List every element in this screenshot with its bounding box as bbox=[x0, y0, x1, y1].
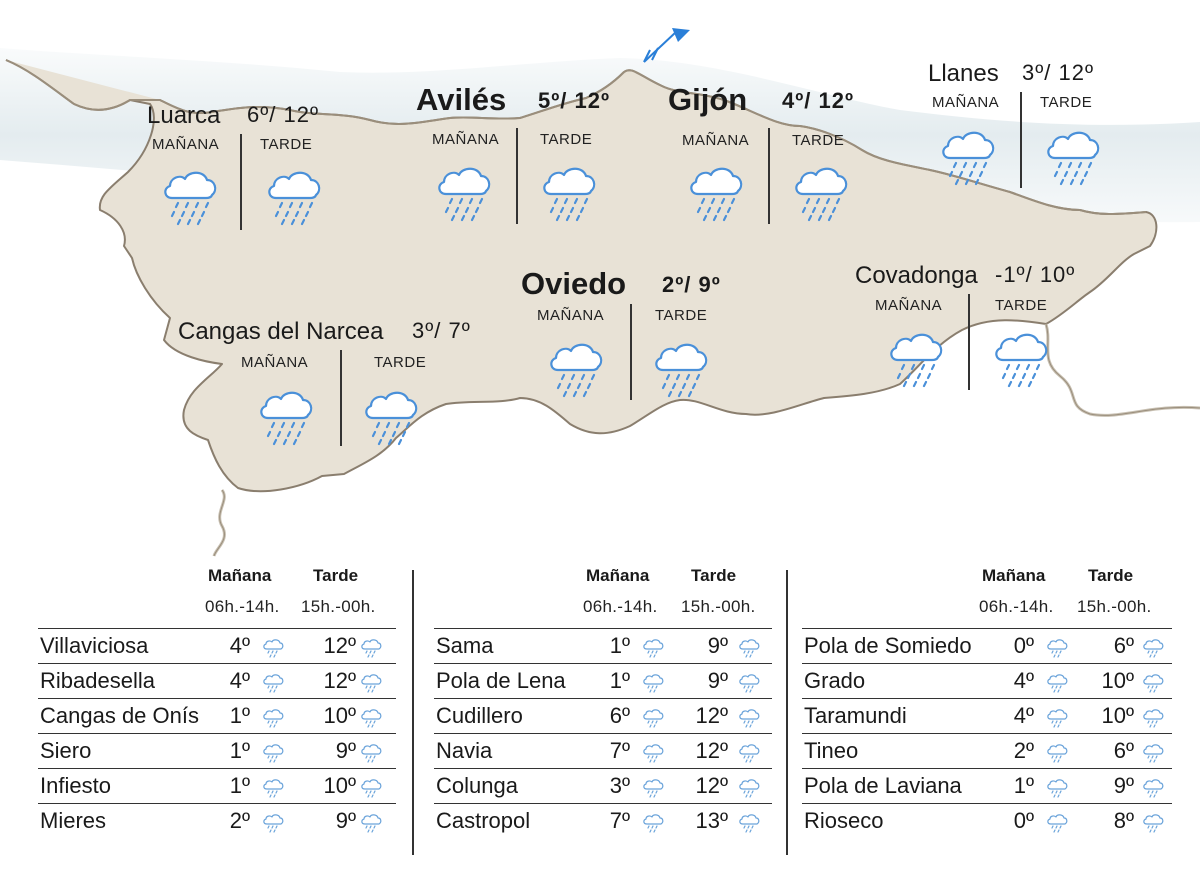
header-afternoon-hours: 15h.-00h. bbox=[1077, 597, 1152, 616]
row-morning-temp: 0º bbox=[1013, 808, 1034, 833]
city-name: Oviedo bbox=[521, 266, 627, 301]
rain-small-icon bbox=[738, 638, 760, 660]
border-line bbox=[1046, 324, 1200, 415]
row-city-name: Grado bbox=[804, 668, 866, 693]
row-morning-temp: 1º bbox=[229, 738, 250, 763]
morning-weather bbox=[160, 168, 220, 231]
row-afternoon-temp: 10º bbox=[1101, 703, 1134, 728]
city-name: Llanes bbox=[928, 60, 999, 87]
rain-small-icon bbox=[1046, 743, 1068, 765]
row-morning-temp: 1º bbox=[609, 668, 630, 693]
rain-small-icon bbox=[738, 778, 760, 800]
row-morning-weather bbox=[1046, 673, 1068, 700]
city-temperatures: 2º/ 9º bbox=[662, 272, 721, 297]
rain-cloud-icon bbox=[791, 164, 851, 222]
city-name: Luarca bbox=[147, 102, 221, 129]
morning-label: MAÑANA bbox=[932, 94, 1000, 111]
header-afternoon-hours: 15h.-00h. bbox=[301, 597, 376, 616]
rain-small-icon bbox=[262, 778, 284, 800]
city-name: Covadonga bbox=[855, 262, 978, 289]
rain-small-icon bbox=[262, 638, 284, 660]
rain-small-icon bbox=[360, 708, 382, 730]
afternoon-label: TARDE bbox=[1040, 94, 1093, 111]
header-afternoon-hours: 15h.-00h. bbox=[681, 597, 756, 616]
row-afternoon-temp: 12º bbox=[323, 668, 356, 693]
row-afternoon-temp: 9º bbox=[335, 738, 356, 763]
row-morning-weather bbox=[1046, 708, 1068, 735]
row-city-name: Ribadesella bbox=[40, 668, 155, 693]
rain-cloud-icon bbox=[686, 164, 746, 222]
row-afternoon-weather bbox=[738, 743, 760, 770]
rain-cloud-icon bbox=[264, 168, 324, 226]
border-line bbox=[1046, 324, 1200, 415]
rain-small-icon bbox=[1046, 813, 1068, 835]
row-morning-weather bbox=[262, 743, 284, 770]
border-line bbox=[214, 490, 224, 556]
row-city-name: Infiesto bbox=[40, 773, 111, 798]
row-morning-weather bbox=[262, 778, 284, 805]
table-row bbox=[802, 698, 1172, 734]
table-row bbox=[38, 803, 396, 839]
row-afternoon-temp: 9º bbox=[1113, 773, 1134, 798]
table-row bbox=[434, 663, 772, 699]
header-morning: Mañana bbox=[586, 566, 650, 585]
afternoon-weather bbox=[791, 164, 851, 227]
row-city-name: Villaviciosa bbox=[40, 633, 149, 658]
row-afternoon-weather bbox=[1142, 638, 1164, 665]
rain-small-icon bbox=[642, 673, 664, 695]
row-afternoon-weather bbox=[360, 813, 382, 840]
table-row bbox=[38, 733, 396, 769]
city-temperatures: 3º/ 7º bbox=[412, 318, 471, 343]
rain-cloud-icon bbox=[256, 388, 316, 446]
morning-weather bbox=[256, 388, 316, 451]
row-city-name: Pola de Somiedo bbox=[804, 633, 972, 658]
rain-small-icon bbox=[642, 638, 664, 660]
row-morning-temp: 6º bbox=[609, 703, 630, 728]
divider bbox=[1020, 92, 1022, 188]
rain-small-icon bbox=[642, 743, 664, 765]
morning-label: MAÑANA bbox=[152, 136, 220, 153]
row-afternoon-weather bbox=[1142, 813, 1164, 840]
row-afternoon-temp: 10º bbox=[323, 773, 356, 798]
wind-flag-icon bbox=[644, 28, 690, 62]
city-temperatures: 5º/ 12º bbox=[538, 88, 611, 113]
rain-small-icon bbox=[642, 813, 664, 835]
row-morning-weather bbox=[1046, 638, 1068, 665]
table-row bbox=[434, 803, 772, 839]
row-morning-weather bbox=[262, 673, 284, 700]
afternoon-label: TARDE bbox=[260, 136, 313, 153]
row-morning-temp: 2º bbox=[1013, 738, 1034, 763]
row-morning-temp: 4º bbox=[1013, 668, 1034, 693]
divider bbox=[340, 350, 342, 446]
rain-cloud-icon bbox=[991, 330, 1051, 388]
row-morning-weather bbox=[642, 778, 664, 805]
row-afternoon-temp: 12º bbox=[323, 633, 356, 658]
divider bbox=[768, 128, 770, 224]
row-afternoon-weather bbox=[1142, 743, 1164, 770]
table-row bbox=[802, 733, 1172, 769]
city-temperatures: 3º/ 12º bbox=[1022, 60, 1095, 85]
row-afternoon-weather bbox=[1142, 778, 1164, 805]
row-afternoon-temp: 10º bbox=[323, 703, 356, 728]
rain-small-icon bbox=[1046, 638, 1068, 660]
rain-cloud-icon bbox=[651, 340, 711, 398]
row-morning-temp: 1º bbox=[1013, 773, 1034, 798]
row-afternoon-temp: 6º bbox=[1113, 738, 1134, 763]
afternoon-weather bbox=[1043, 128, 1103, 191]
row-morning-temp: 7º bbox=[609, 808, 630, 833]
table-row bbox=[38, 663, 396, 699]
rain-small-icon bbox=[360, 638, 382, 660]
row-morning-temp: 4º bbox=[1013, 703, 1034, 728]
afternoon-weather bbox=[651, 340, 711, 403]
rain-small-icon bbox=[360, 673, 382, 695]
header-afternoon: Tarde bbox=[1088, 566, 1134, 585]
row-morning-temp: 1º bbox=[229, 703, 250, 728]
row-morning-temp: 3º bbox=[609, 773, 630, 798]
row-morning-temp: 2º bbox=[229, 808, 250, 833]
row-city-name: Mieres bbox=[40, 808, 107, 833]
rain-small-icon bbox=[360, 743, 382, 765]
row-morning-temp: 4º bbox=[229, 668, 250, 693]
row-morning-temp: 1º bbox=[229, 773, 250, 798]
table-row bbox=[802, 803, 1172, 839]
rain-small-icon bbox=[1142, 743, 1164, 765]
column-separator bbox=[786, 570, 788, 855]
afternoon-label: TARDE bbox=[374, 354, 427, 371]
rain-small-icon bbox=[262, 813, 284, 835]
rain-cloud-icon bbox=[160, 168, 220, 226]
rain-small-icon bbox=[642, 708, 664, 730]
row-afternoon-weather bbox=[738, 673, 760, 700]
row-afternoon-temp: 6º bbox=[1113, 633, 1134, 658]
row-afternoon-weather bbox=[738, 813, 760, 840]
afternoon-label: TARDE bbox=[792, 132, 845, 149]
table-row bbox=[38, 628, 396, 664]
table-row bbox=[38, 768, 396, 804]
row-afternoon-temp: 10º bbox=[1101, 668, 1134, 693]
rain-cloud-icon bbox=[434, 164, 494, 222]
rain-small-icon bbox=[738, 813, 760, 835]
divider bbox=[968, 294, 970, 390]
row-morning-weather bbox=[642, 638, 664, 665]
morning-label: MAÑANA bbox=[537, 307, 605, 324]
row-city-name: Tineo bbox=[804, 738, 859, 763]
divider bbox=[630, 304, 632, 400]
row-afternoon-weather bbox=[738, 638, 760, 665]
header-morning: Mañana bbox=[208, 566, 272, 585]
divider bbox=[240, 134, 242, 230]
afternoon-label: TARDE bbox=[655, 307, 708, 324]
row-afternoon-weather bbox=[1142, 673, 1164, 700]
header-afternoon: Tarde bbox=[313, 566, 359, 585]
divider bbox=[516, 128, 518, 224]
table-row bbox=[802, 663, 1172, 699]
row-city-name: Pola de Laviana bbox=[804, 773, 962, 798]
row-afternoon-temp: 9º bbox=[335, 808, 356, 833]
rain-cloud-icon bbox=[546, 340, 606, 398]
morning-label: MAÑANA bbox=[875, 297, 943, 314]
header-morning-hours: 06h.-14h. bbox=[979, 597, 1054, 616]
rain-small-icon bbox=[262, 743, 284, 765]
table-row bbox=[38, 698, 396, 734]
morning-weather bbox=[546, 340, 606, 403]
rain-small-icon bbox=[1142, 638, 1164, 660]
afternoon-weather bbox=[361, 388, 421, 451]
forecast-tables bbox=[0, 560, 1200, 870]
header-morning: Mañana bbox=[982, 566, 1046, 585]
rain-small-icon bbox=[738, 743, 760, 765]
row-afternoon-temp: 8º bbox=[1113, 808, 1134, 833]
morning-weather bbox=[938, 128, 998, 191]
row-afternoon-weather bbox=[360, 673, 382, 700]
row-city-name: Navia bbox=[436, 738, 493, 763]
header-morning-hours: 06h.-14h. bbox=[205, 597, 280, 616]
morning-label: MAÑANA bbox=[682, 132, 750, 149]
rain-cloud-icon bbox=[539, 164, 599, 222]
row-city-name: Sama bbox=[436, 633, 494, 658]
header-morning-hours: 06h.-14h. bbox=[583, 597, 658, 616]
rain-small-icon bbox=[1142, 813, 1164, 835]
row-morning-weather bbox=[262, 708, 284, 735]
afternoon-label: TARDE bbox=[995, 297, 1048, 314]
column-separator bbox=[412, 570, 414, 855]
row-afternoon-weather bbox=[360, 708, 382, 735]
table-row bbox=[434, 628, 772, 664]
row-afternoon-weather bbox=[1142, 708, 1164, 735]
row-morning-temp: 1º bbox=[609, 633, 630, 658]
morning-weather bbox=[686, 164, 746, 227]
rain-small-icon bbox=[360, 813, 382, 835]
row-morning-temp: 7º bbox=[609, 738, 630, 763]
row-city-name: Pola de Lena bbox=[436, 668, 566, 693]
row-morning-weather bbox=[642, 673, 664, 700]
row-afternoon-weather bbox=[360, 743, 382, 770]
row-morning-weather bbox=[1046, 813, 1068, 840]
row-afternoon-weather bbox=[738, 708, 760, 735]
row-afternoon-weather bbox=[360, 638, 382, 665]
row-city-name: Castropol bbox=[436, 808, 531, 833]
rain-small-icon bbox=[1046, 778, 1068, 800]
table-row bbox=[802, 628, 1172, 664]
rain-small-icon bbox=[738, 708, 760, 730]
row-city-name: Cudillero bbox=[436, 703, 523, 728]
rain-cloud-icon bbox=[938, 128, 998, 186]
row-city-name: Rioseco bbox=[804, 808, 884, 833]
morning-label: MAÑANA bbox=[241, 354, 309, 371]
row-morning-temp: 0º bbox=[1013, 633, 1034, 658]
header-afternoon: Tarde bbox=[691, 566, 737, 585]
morning-weather bbox=[434, 164, 494, 227]
morning-weather bbox=[886, 330, 946, 393]
rain-cloud-icon bbox=[361, 388, 421, 446]
row-afternoon-weather bbox=[738, 778, 760, 805]
rain-small-icon bbox=[262, 673, 284, 695]
rain-small-icon bbox=[1046, 673, 1068, 695]
rain-small-icon bbox=[738, 673, 760, 695]
row-city-name: Siero bbox=[40, 738, 92, 763]
afternoon-label: TARDE bbox=[540, 131, 593, 148]
city-name: Avilés bbox=[416, 82, 507, 117]
row-morning-weather bbox=[1046, 743, 1068, 770]
row-afternoon-temp: 13º bbox=[695, 808, 728, 833]
row-morning-weather bbox=[262, 813, 284, 840]
rain-small-icon bbox=[642, 778, 664, 800]
row-afternoon-temp: 12º bbox=[695, 738, 728, 763]
rain-small-icon bbox=[360, 778, 382, 800]
rain-small-icon bbox=[1142, 673, 1164, 695]
rain-small-icon bbox=[262, 708, 284, 730]
city-temperatures: 4º/ 12º bbox=[782, 88, 855, 113]
city-name: Gijón bbox=[668, 82, 748, 117]
table-row bbox=[802, 768, 1172, 804]
row-city-name: Taramundi bbox=[804, 703, 907, 728]
table-row bbox=[434, 768, 772, 804]
rain-small-icon bbox=[1142, 708, 1164, 730]
row-morning-weather bbox=[642, 813, 664, 840]
rain-cloud-icon bbox=[1043, 128, 1103, 186]
rain-small-icon bbox=[1046, 708, 1068, 730]
row-morning-temp: 4º bbox=[229, 633, 250, 658]
row-morning-weather bbox=[642, 708, 664, 735]
row-city-name: Colunga bbox=[436, 773, 518, 798]
row-morning-weather bbox=[642, 743, 664, 770]
afternoon-weather bbox=[539, 164, 599, 227]
city-temperatures: -1º/ 10º bbox=[995, 262, 1076, 287]
row-morning-weather bbox=[262, 638, 284, 665]
afternoon-weather bbox=[264, 168, 324, 231]
afternoon-weather bbox=[991, 330, 1051, 393]
morning-label: MAÑANA bbox=[432, 131, 500, 148]
rain-small-icon bbox=[1142, 778, 1164, 800]
rain-cloud-icon bbox=[886, 330, 946, 388]
table-row bbox=[434, 698, 772, 734]
row-afternoon-weather bbox=[360, 778, 382, 805]
table-row bbox=[434, 733, 772, 769]
row-afternoon-temp: 9º bbox=[707, 668, 728, 693]
row-afternoon-temp: 12º bbox=[695, 703, 728, 728]
row-morning-weather bbox=[1046, 778, 1068, 805]
city-temperatures: 6º/ 12º bbox=[247, 102, 320, 127]
row-afternoon-temp: 9º bbox=[707, 633, 728, 658]
row-afternoon-temp: 12º bbox=[695, 773, 728, 798]
row-city-name: Cangas de Onís bbox=[40, 703, 199, 728]
city-name: Cangas del Narcea bbox=[178, 318, 384, 345]
